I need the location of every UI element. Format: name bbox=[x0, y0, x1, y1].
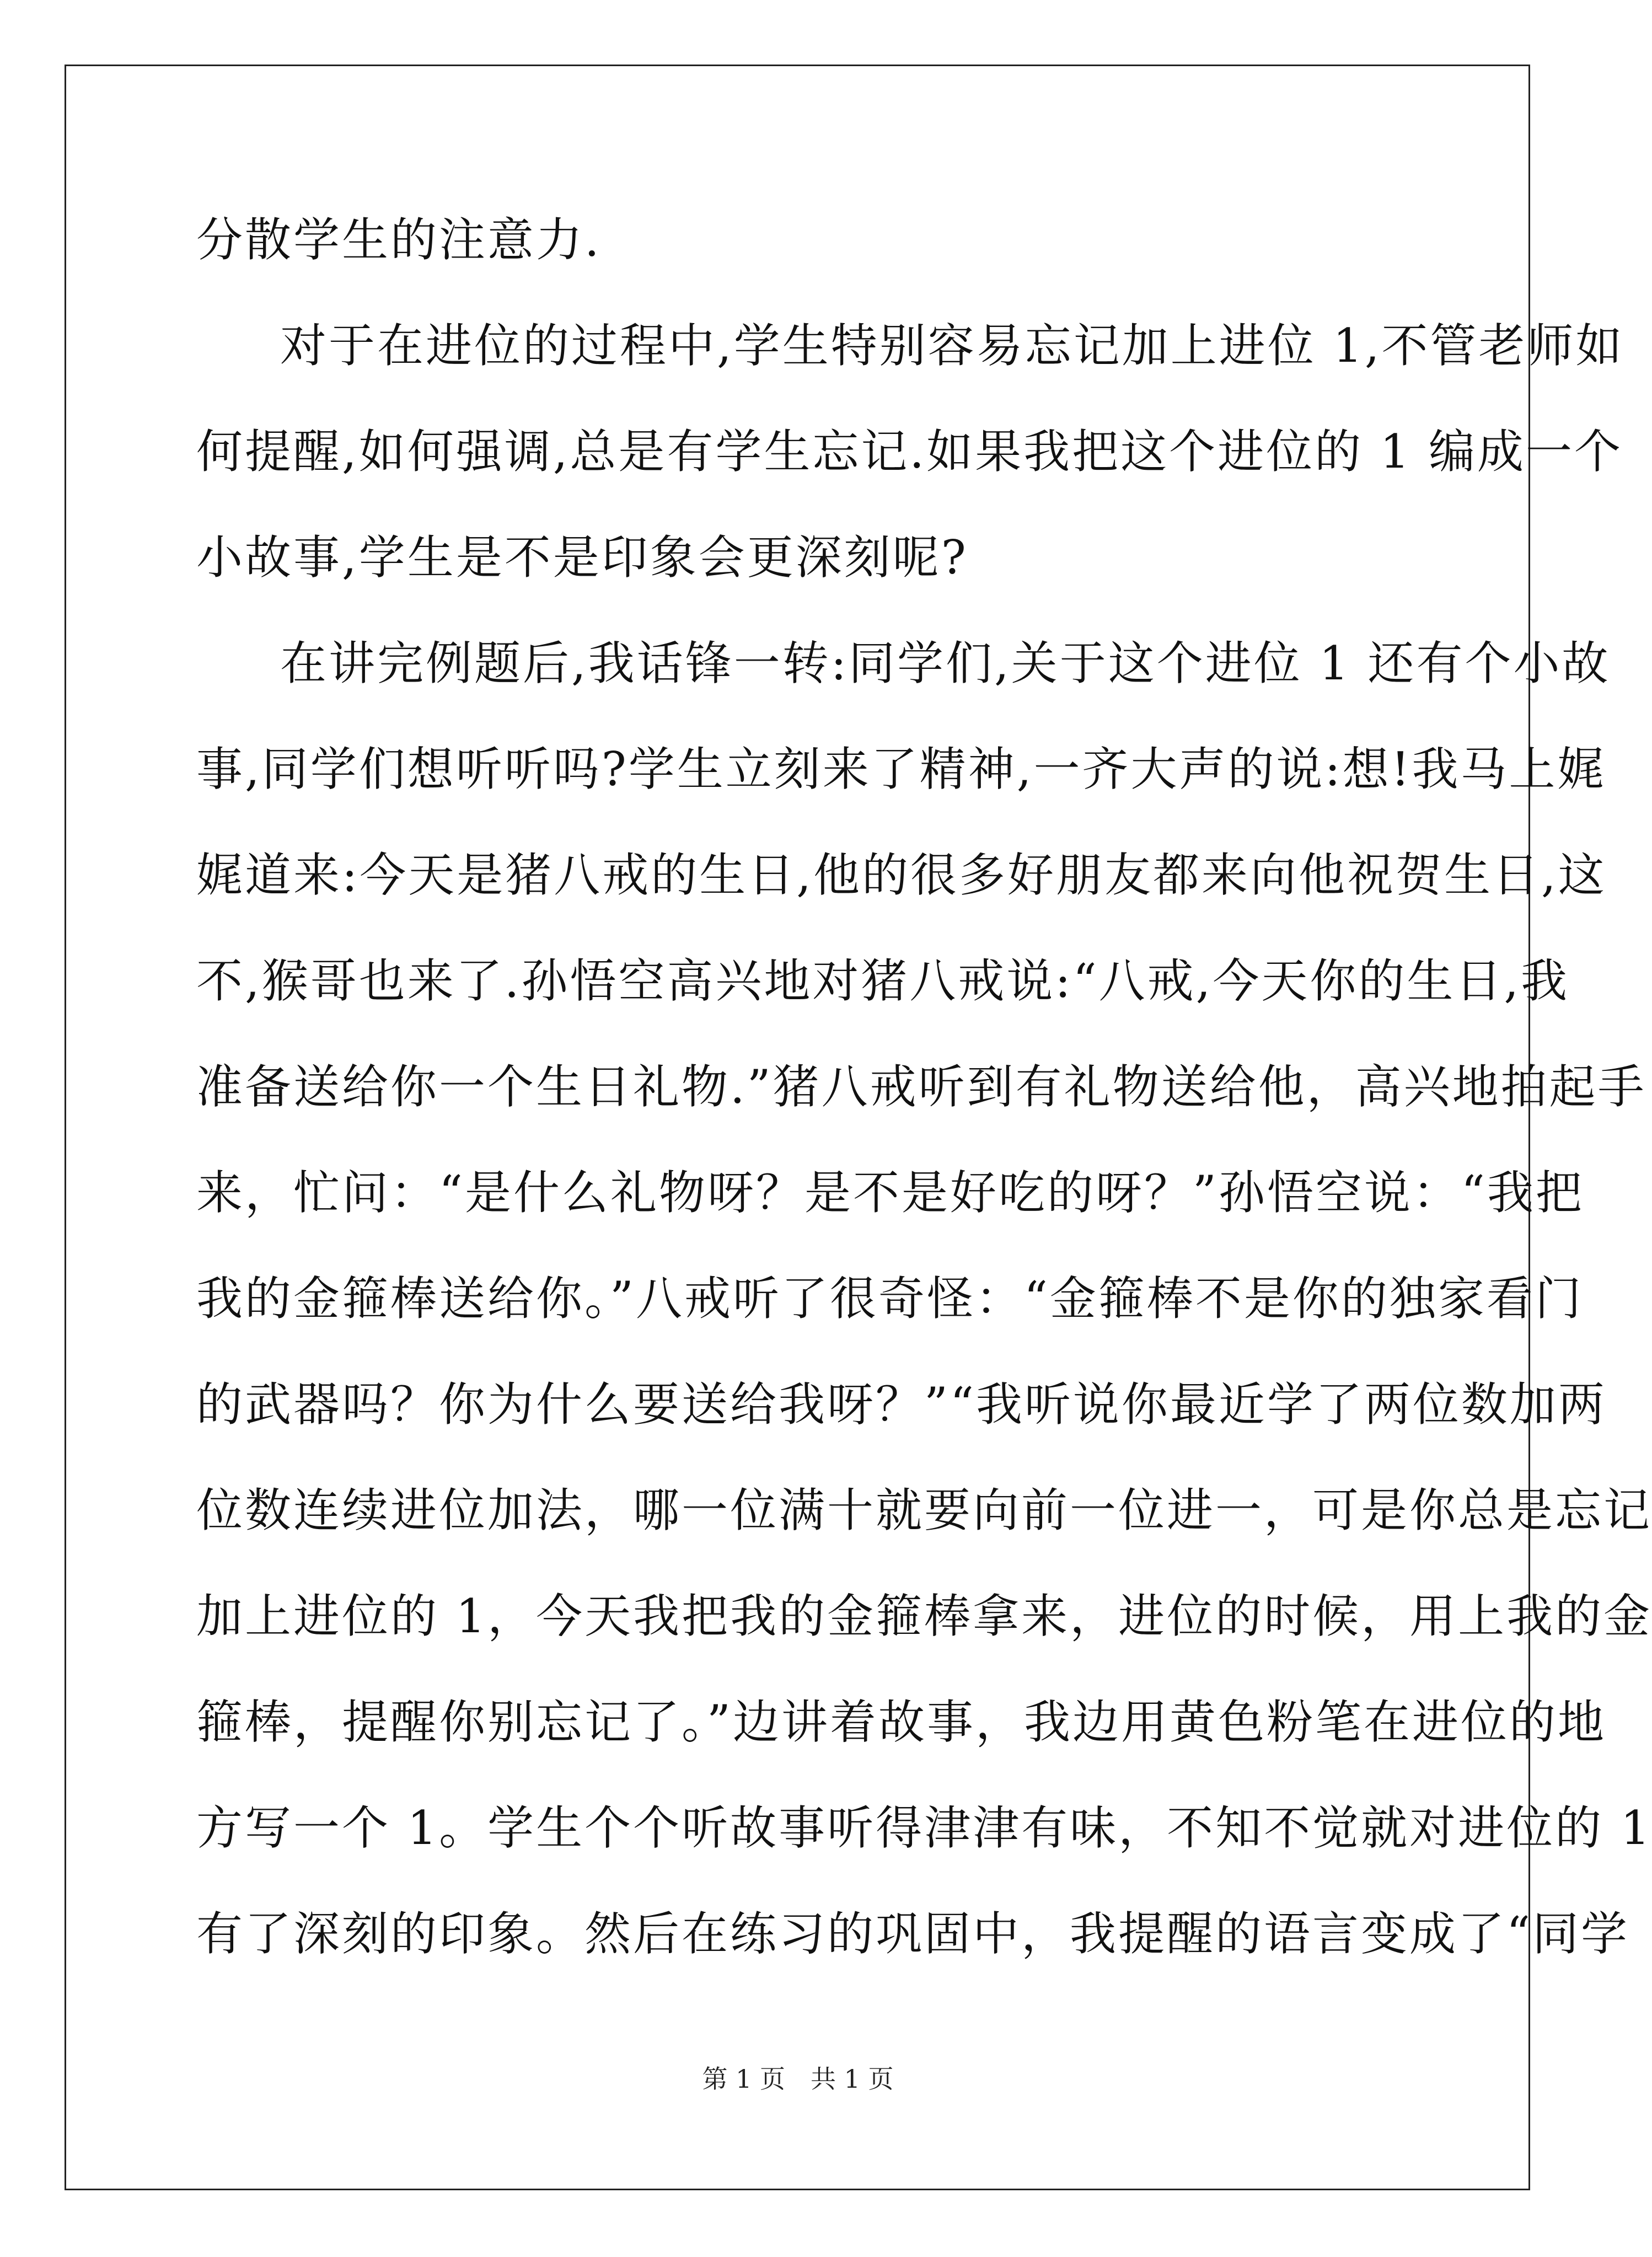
document-body bbox=[196, 207, 1652, 2007]
text-line: 分散学生的注意力. bbox=[196, 213, 602, 267]
text-line: 来，忙问：“是什么礼物呀？是不是好吃的呀？”孙悟空说：“我把 bbox=[196, 1166, 1584, 1220]
text-line: 方写一个 1。学生个个听故事听得津津有味，不知不觉就对进位的 1 bbox=[196, 1801, 1652, 1855]
paragraph-start-line: 在讲完例题后,我话锋一转:同学们,关于这个进位 1 还有个小故 bbox=[280, 636, 1611, 690]
text-line: 事,同学们想听听吗?学生立刻来了精神,一齐大声的说:想!我马上娓 bbox=[196, 742, 1606, 796]
text-line: 加上进位的 1，今天我把我的金箍棒拿来，进位的时候，用上我的金 bbox=[196, 1589, 1652, 1643]
text-line: 的武器吗？你为什么要送给我呀？”“我听说你最近学了两位数加两 bbox=[196, 1377, 1607, 1432]
text-line: 何提醒,如何强调,总是有学生忘记.如果我把这个进位的 1 编成一个 bbox=[196, 425, 1623, 479]
text-line: 位数连续进位加法，哪一位满十就要向前一位进一，可是你总是忘记 bbox=[196, 1483, 1652, 1537]
text-line: 不,猴哥也来了.孙悟空高兴地对猪八戒说:“八戒,今天你的生日,我 bbox=[196, 954, 1570, 1008]
paragraph-start-line: 对于在进位的过程中,学生特别容易忘记加上进位 1,不管老师如 bbox=[280, 319, 1624, 373]
text-line: 娓道来:今天是猪八戒的生日,他的很多好朋友都来向他祝贺生日,这 bbox=[196, 848, 1607, 902]
page-number-footer: 第 1 页 共 1 页 bbox=[702, 2064, 894, 2094]
text-line: 我的金箍棒送给你。”八戒听了很奇怪：“金箍棒不是你的独家看门 bbox=[196, 1272, 1584, 1326]
text-line: 小故事,学生是不是印象会更深刻呢? bbox=[196, 530, 968, 585]
text-line: 准备送给你一个生日礼物.”猪八戒听到有礼物送给他，高兴地拍起手 bbox=[196, 1060, 1646, 1114]
text-line: 箍棒，提醒你别忘记了。”边讲着故事，我边用黄色粉笔在进位的地 bbox=[196, 1695, 1606, 1749]
text-line: 有了深刻的印象。然后在练习的巩固中，我提醒的语言变成了“同学 bbox=[196, 1907, 1629, 1961]
